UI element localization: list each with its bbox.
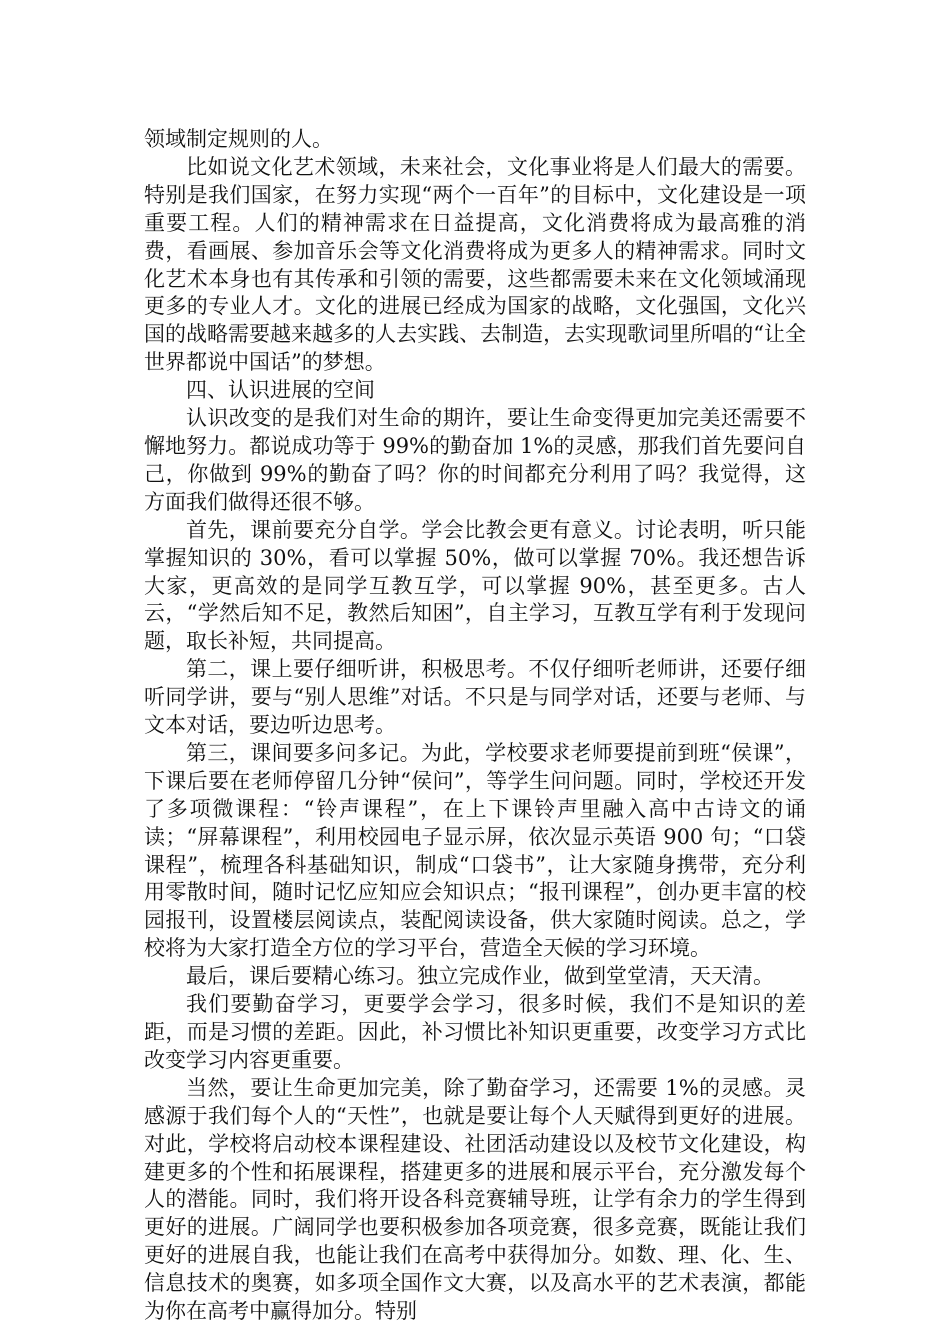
paragraph-second-listening: 第二，课上要仔细听讲，积极思考。不仅仔细听老师讲，还要仔细听同学讲，要与“别人思维”对话。不只是与同学对话，还要与老师、与文本对话，要边听边思考。 <box>144 657 806 738</box>
paragraph-culture-arts: 比如说文化艺术领域，未来社会，文化事业将是人们最大的需要。特别是我们国家，在努力实现“两个一百年”的目标中，文化建设是一项重要工程。人们的精神需求在日益提高，文化消费将成为最高雅的消费，看画展、参加音乐会等文化消费将成为更多人的精神需求。同时文化艺术本身也有其传承和引领的需要，这些都需要未来在文化领域涌现更多的专业人才。文化的进展已经成为国家的战略，文化强国，文化兴国的战略需要越来越多的人去实践、去制造，去实现歌词里所唱的“让全世界都说中国话”的梦想。 <box>144 154 806 375</box>
document-page <box>144 126 806 1326</box>
paragraph-finally-practice: 最后，课后要精心练习。独立完成作业，做到堂堂清，天天清。 <box>186 964 774 989</box>
paragraph-third-asking: 第三，课间要多问多记。为此，学校要求老师要提前到班“侯课”，下课后要在老师停留几分钟“侯问”，等学生问问题。同时，学校还开发了多项微课程：“铃声课程”，在上下课铃声里融入高中古诗文的诵读；“屏幕课程”，利用校园电子显示屏，依次显示英语 900 句；“口袋课程”，梳理各科基础知识，制成“口袋书”，让大家随身携带，充分利用零散时间，随时记忆应知应会知识点；“报刊课程”，创办更丰富的校园报刊，设置楼层阅读点，装配阅读设备，供大家随时阅读。总之，学校将为大家打造全方位的学习平台，营造全天候的学习环境。 <box>144 740 806 961</box>
paragraph-inspiration: 当然，要让生命更加完美，除了勤奋学习，还需要 1%的灵感。灵感源于我们每个人的“天性”，也就是要让每个人天赋得到更好的进展。对此，学校将启动校本课程建设、社团活动建设以及校节文化建设，构建更多的个性和拓展课程，搭建更多的进展和展示平台，充分激发每个人的潜能。同时，我们将开设各科竞赛辅导班，让学有余力的学生得到更好的进展。广阔同学也要积极参加各项竞赛，很多竞赛，既能让我们更好的进展自我，也能让我们在高考中获得加分。如数、理、化、生、信息技术的奥赛，如多项全国作文大赛，以及高水平的艺术表演，都能为你在高考中赢得加分。特别 <box>144 1075 806 1324</box>
paragraph-continuation: 领域制定规则的人。 <box>144 127 333 151</box>
paragraph-diligence: 认识改变的是我们对生命的期许，要让生命变得更加完美还需要不懈地努力。都说成功等于 99%的勤奋加 1%的灵感，那我们首先要问自己，你做到 99%的勤奋了吗？你的时间都充分利用了吗？我觉得，这方面我们做得还很不够。 <box>144 406 806 514</box>
section-heading-development-space: 四、认识进展的空间 <box>186 378 375 403</box>
paragraph-first-self-study: 首先，课前要充分自学。学会比教会更有意义。讨论表明，听只能掌握知识的 30%，看可以掌握 50%，做可以掌握 70%。我还想告诉大家，更高效的是同学互教互学，可以掌握 90%，甚至更多。古人云，“学然后知不足，教然后知困”，自主学习，互教互学有利于发现问题，取长补短，共同提高。 <box>144 517 806 654</box>
paragraph-learning-habits: 我们要勤奋学习，更要学会学习，很多时候，我们不是知识的差距，而是习惯的差距。因此，补习惯比补知识更重要，改变学习方式比改变学习内容更重要。 <box>144 992 806 1072</box>
